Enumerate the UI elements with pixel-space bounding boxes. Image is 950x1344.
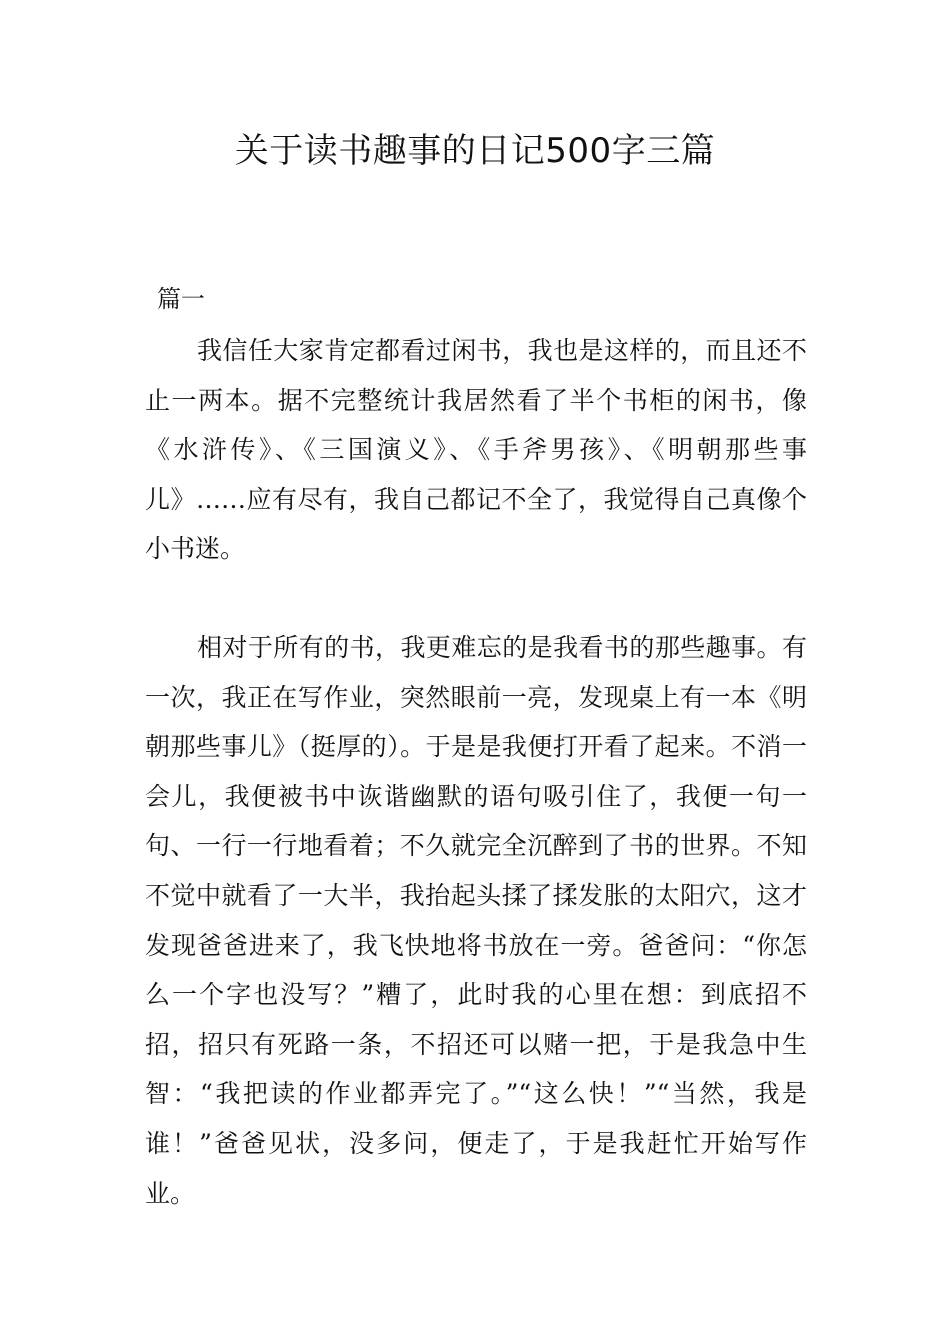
paragraph-2: 相对于所有的书，我更难忘的是我看书的那些趣事。有一次，我正在写作业，突然眼前一亮，发现桌上有一本《明朝那些事儿》（挺厚的）。于是是我便打开看了起来。不消一会儿，我便被书中诙谐幽默的语句吸引住了，我便一句一句、一行一行地看着；不久就完全沉醉到了书的世界。不知不觉中就看了一大半，我抬起头揉了揉发胀的太阳穴，这才发现爸爸进来了，我飞快地将书放在一旁。爸爸问：“你怎么一个字也没写？”糟了，此时我的心里在想：到底招不招，招只有死路一条，不招还可以赌一把，于是我急中生智：“我把读的作业都弄完了。”“这么快！”“当然，我是谁！”爸爸见状，没多问，便走了，于是我赶忙开始写作业。 <box>145 633 807 1208</box>
document-title: 关于读书趣事的日记500字三篇 <box>234 131 716 171</box>
paragraph-1: 我信任大家肯定都看过闲书，我也是这样的，而且还不止一两本。据不完整统计我居然看了半个书柜的闲书，像《水浒传》、《三国演义》、《手斧男孩》、《明朝那些事儿》……应有尽有，我自己都记不全了，我觉得自己真像个小书迷。 <box>145 336 807 564</box>
section-heading: 篇一 <box>157 285 205 313</box>
